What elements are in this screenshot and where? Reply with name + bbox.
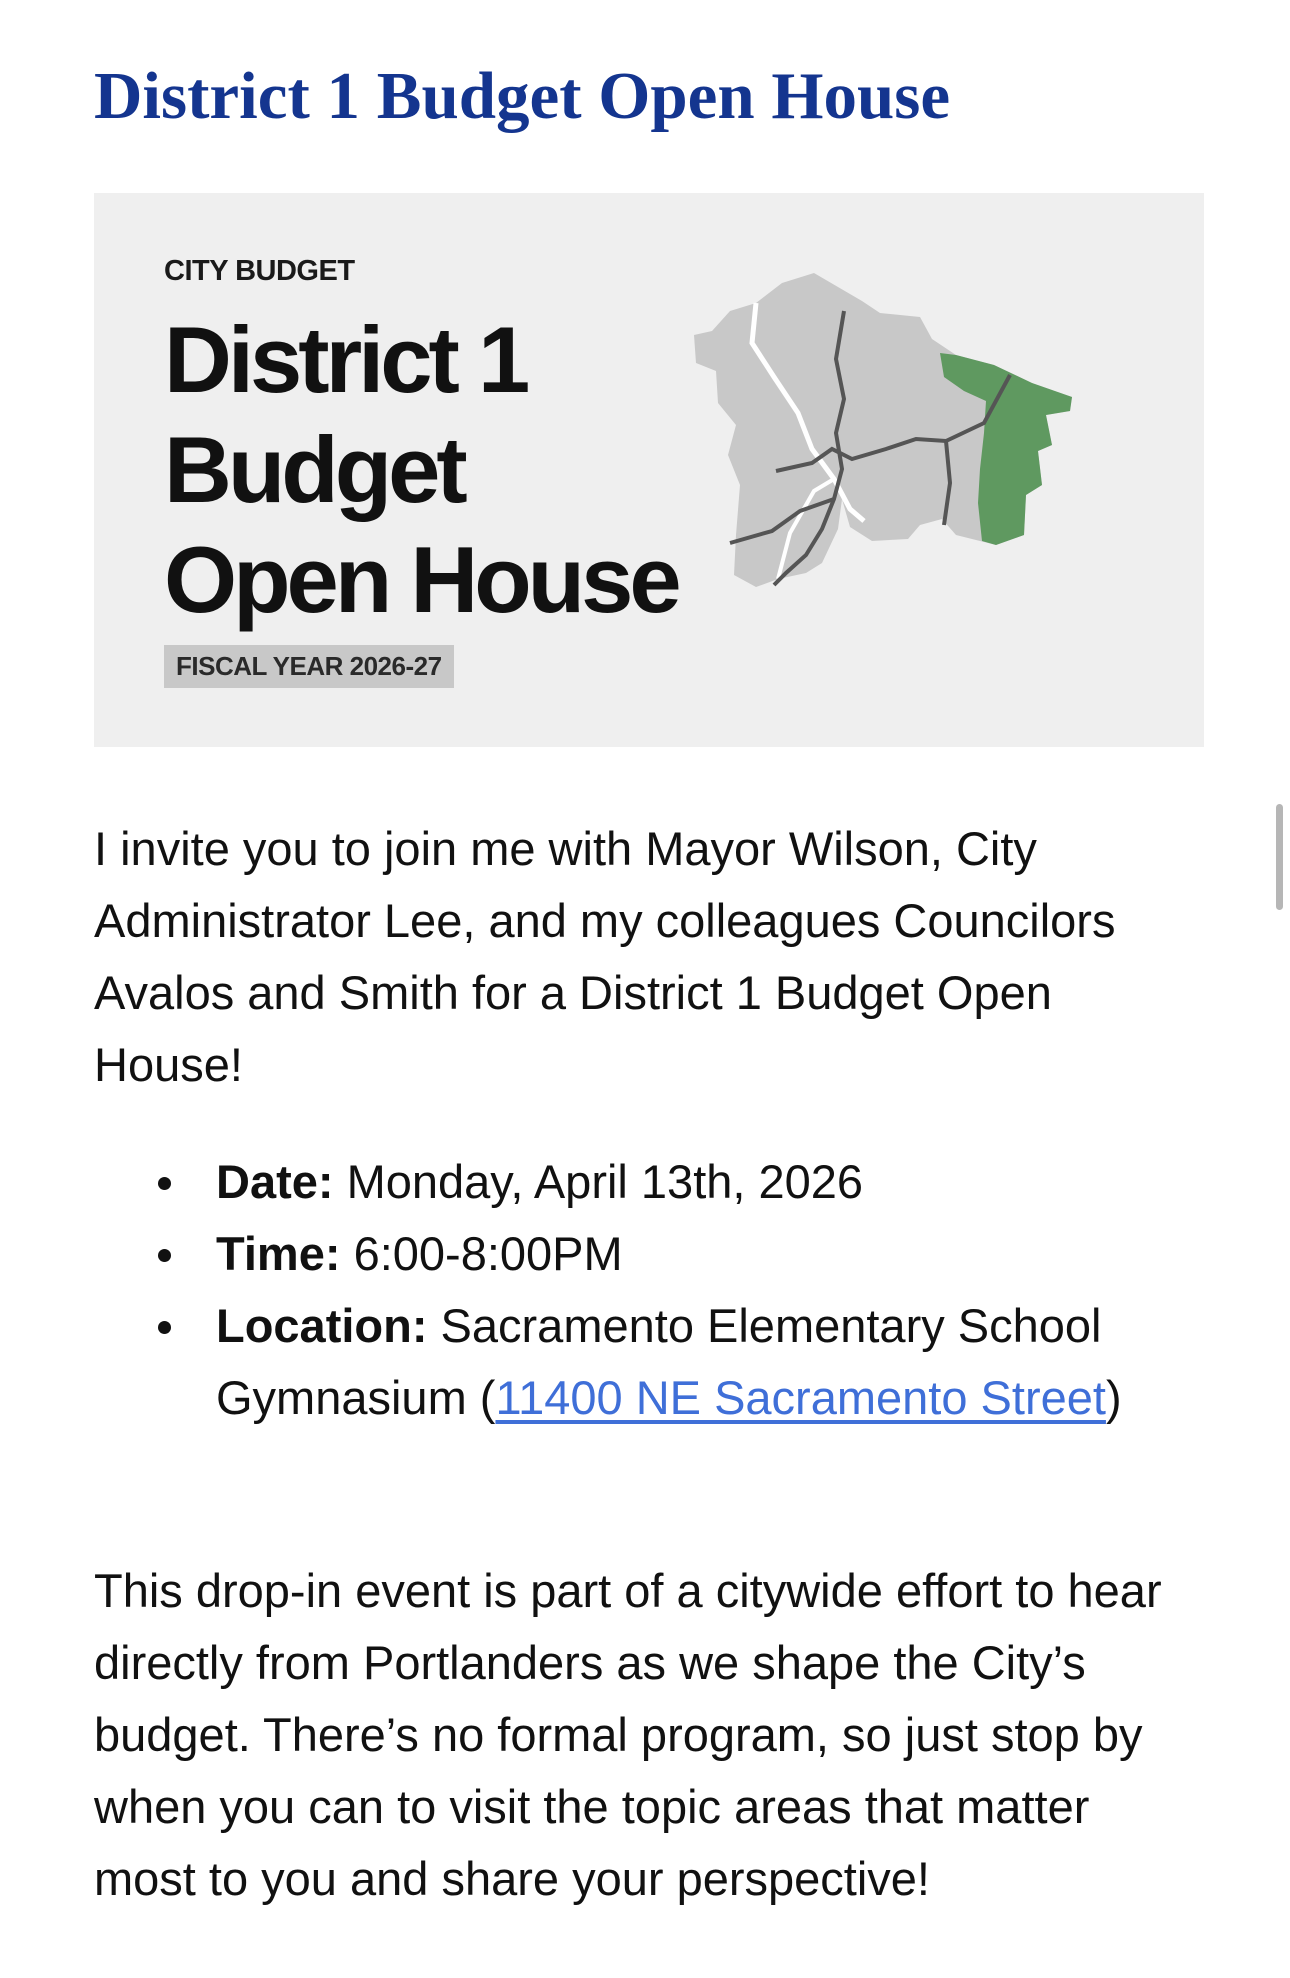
page-title: District 1 Budget Open House [94,59,951,133]
date-label: Date: [216,1155,334,1208]
time-value: 6:00-8:00PM [353,1227,623,1280]
banner-headline-line: Open House [164,527,678,632]
list-item [94,1290,1204,1434]
list-item [94,1218,1204,1290]
time-label: Time: [216,1227,341,1280]
location-value: Sacramento Elementary School Gymnasium [216,1299,1102,1424]
fiscal-year-tag: FISCAL YEAR 2026-27 [164,645,454,688]
scrollbar-thumb[interactable] [1276,804,1283,910]
event-details-list [94,1146,1204,1434]
location-paren: ( [479,1371,496,1424]
banner-kicker: CITY BUDGET [164,255,355,287]
banner-headline [164,305,678,635]
intro-paragraph: I invite you to join me with Mayor Wilson, City Administrator Lee, and my colleagues Councilors Avalos and Smith for a District 1 Budget Open House! [94,822,1116,1091]
banner-headline-line: Budget [164,417,464,522]
date-value: Monday, April 13th, 2026 [346,1155,864,1208]
location-paren: ) [1105,1371,1122,1424]
event-banner-image [94,193,1204,747]
district-map-icon [694,273,1134,663]
location-label: Location: [216,1299,428,1352]
list-item [94,1146,1204,1218]
address-link[interactable]: 11400 NE Sacramento Street [495,1371,1106,1424]
outro-paragraph: This drop-in event is part of a citywide effort to hear directly from Portlanders as we shape the City’s budget. There’s no formal program, so just stop by when you can to visit the topic areas that matter most to you and share your perspective! [94,1564,1162,1905]
banner-headline-line: District 1 [164,307,527,412]
